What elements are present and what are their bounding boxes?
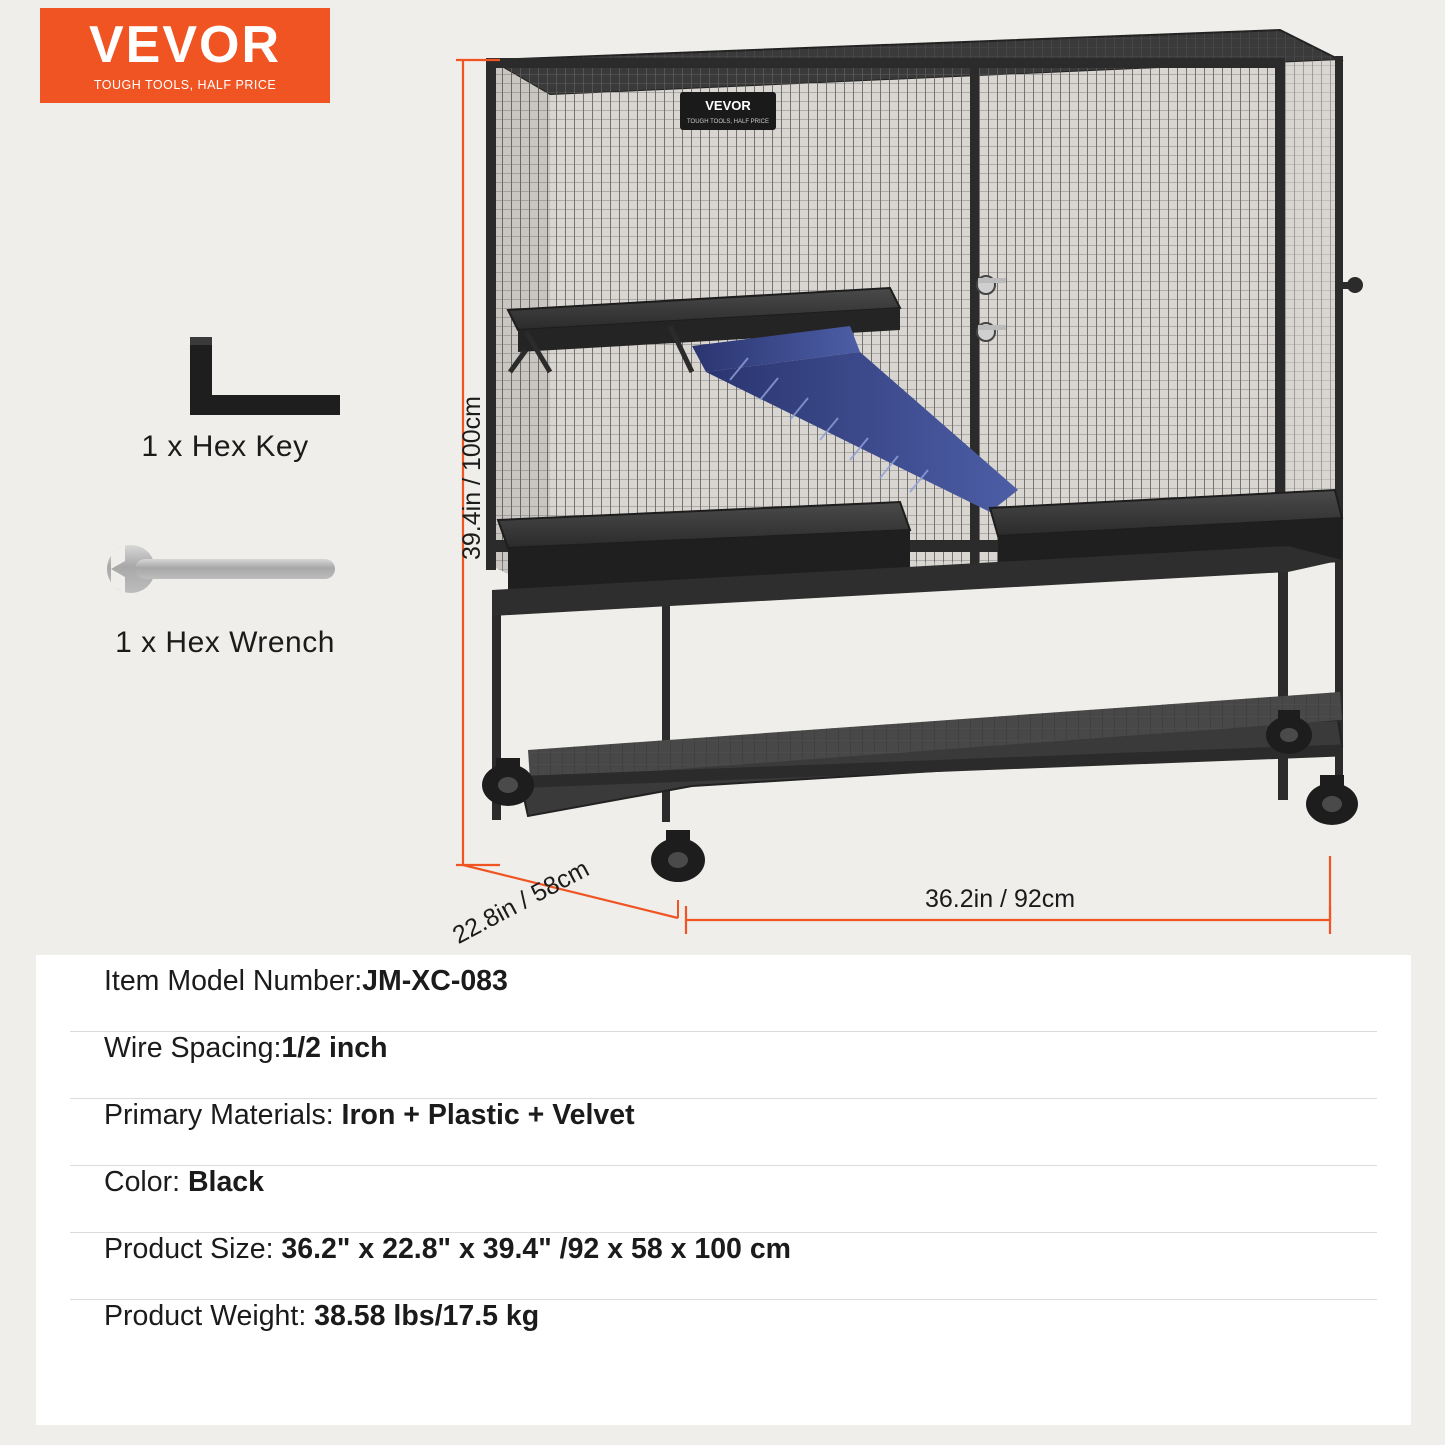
spec-key: Product Size:	[104, 1233, 282, 1265]
spec-key: Item Model Number:	[104, 965, 363, 997]
hex-key-icon	[60, 320, 390, 430]
cage-brand-badge: VEVOR	[705, 98, 751, 113]
accessory-item-hex-wrench	[60, 516, 390, 660]
hex-wrench-icon	[60, 516, 390, 626]
table-row	[70, 1166, 1377, 1233]
spec-key: Product Weight:	[104, 1300, 315, 1332]
dimension-height-label: 39.4in / 100cm	[458, 396, 486, 560]
brand-name: VEVOR	[88, 16, 282, 74]
table-row	[70, 1233, 1377, 1300]
accessories-list	[60, 320, 390, 712]
cage-drawing	[430, 20, 1410, 940]
spec-key: Color:	[104, 1166, 188, 1198]
brand-logo	[40, 8, 330, 103]
table-row	[70, 1300, 1377, 1367]
spec-value: 36.2" x 22.8" x 39.4" /92 x 58 x 100 cm	[281, 1233, 792, 1265]
dimension-width-label: 36.2in / 92cm	[925, 885, 1076, 913]
table-row	[70, 1032, 1377, 1099]
dimension-depth-label: 22.8in / 58cm	[448, 854, 594, 950]
accessory-label: 1 x Hex Key	[141, 430, 309, 463]
specifications-table	[36, 955, 1411, 1425]
spec-value: JM-XC-083	[362, 965, 508, 997]
accessory-item-hex-key	[60, 320, 390, 464]
spec-value: Iron + Plastic + Velvet	[341, 1099, 635, 1131]
spec-value: Black	[187, 1166, 265, 1198]
spec-value: 38.58 lbs/17.5 kg	[314, 1300, 540, 1332]
brand-tagline: TOUGH TOOLS, HALF PRICE	[93, 78, 277, 92]
spec-key: Wire Spacing:	[104, 1032, 282, 1064]
accessory-label: 1 x Hex Wrench	[115, 626, 335, 659]
table-row	[70, 1099, 1377, 1166]
product-illustration	[430, 20, 1410, 950]
spec-key: Primary Materials:	[104, 1099, 342, 1131]
table-row	[70, 965, 1377, 1032]
svg-text:TOUGH TOOLS, HALF PRICE: TOUGH TOOLS, HALF PRICE	[686, 119, 770, 125]
spec-value: 1/2 inch	[281, 1032, 388, 1064]
